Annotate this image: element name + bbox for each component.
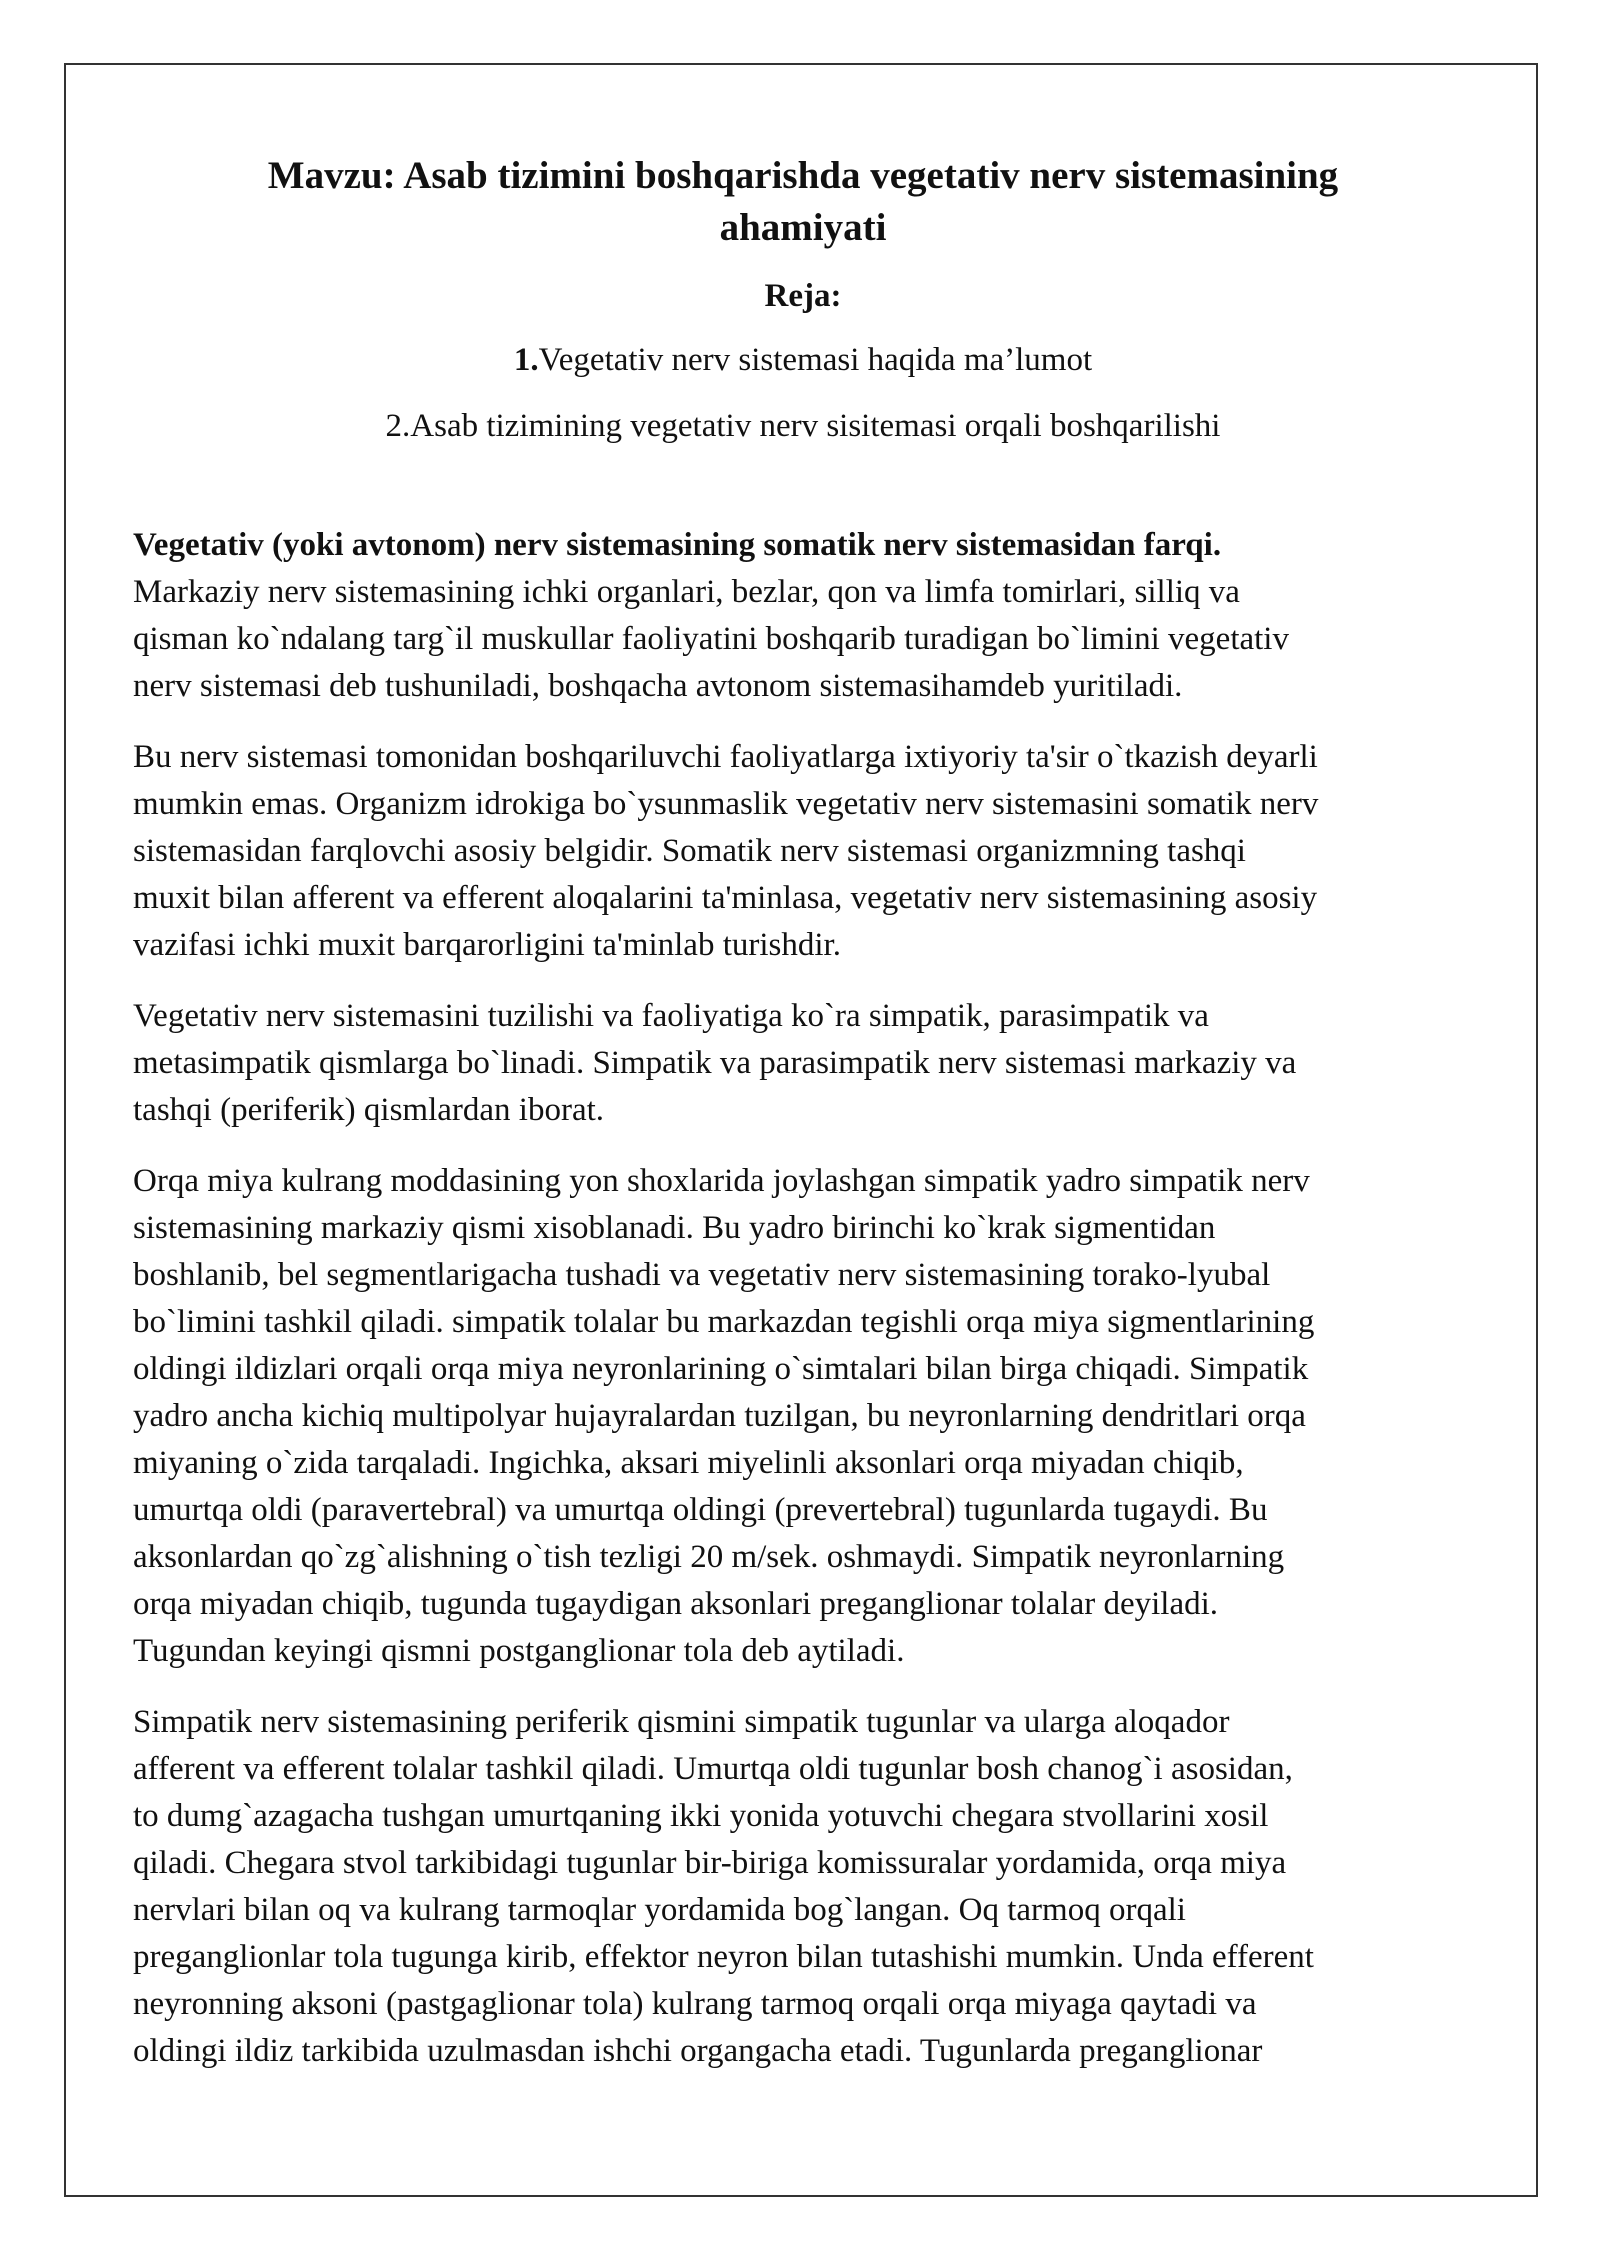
plan-item-number: 1. [513,342,539,378]
paragraph-line: to dumg`azagacha tushgan umurtqaning ikki yonida yotuvchi chegara stvollarini xosil [133,1798,1269,1834]
paragraph-line: qisman ko`ndalang targ`il muskullar faoliyatini boshqarib turadigan bo`limini vegetativ [133,621,1289,657]
paragraph-line: nervlari bilan oq va kulrang tarmoqlar yordamida bog`langan. Oq tarmoq orqali [133,1892,1186,1928]
plan-heading: Reja: [764,278,842,314]
paragraph-line: Markaziy nerv sistemasining ichki organlari, bezlar, qon va limfa tomirlari, silliq va [133,574,1240,610]
paragraph-line: yadro ancha kichiq multipolyar hujayralardan tuzilgan, bu neyronlarning dendritlari orqa [133,1398,1306,1434]
plan-item-1 [133,338,1473,382]
paragraph-line: afferent va efferent tolalar tashkil qiladi. Umurtqa oldi tugunlar bosh chanog`i asosidan, [133,1751,1293,1787]
paragraph-lead: Vegetativ (yoki avtonom) nerv sistemasining somatik nerv sistemasidan farqi. [133,527,1222,563]
paragraph-line: neyronning aksoni (pastgaglionar tola) kulrang tarmoq orqali orqa miyaga qaytadi va [133,1986,1257,2022]
paragraph-line: nerv sistemasi deb tushuniladi, boshqacha avtonom sistemasihamdeb yuritiladi. [133,668,1183,704]
plan-item-number: 2. [385,408,411,444]
document-title [203,150,1403,254]
title-line-1: Mavzu: Asab tizimini boshqarishda vegetativ nerv sistemasining [267,154,1339,197]
paragraph-5 [133,1699,1473,2075]
paragraph-line: Simpatik nerv sistemasining periferik qismini simpatik tugunlar va ularga aloqador [133,1704,1230,1740]
paragraph-line: aksonlardan qo`zg`alishning o`tish tezligi 20 m/sek. oshmaydi. Simpatik neyronlarning [133,1539,1285,1575]
plan-list [133,338,1473,448]
paragraph-line: qiladi. Chegara stvol tarkibidagi tugunlar bir-biriga komissuralar yordamida, orqa miya [133,1845,1287,1881]
document-content [133,150,1473,2099]
plan-item-2 [133,404,1473,448]
paragraph-2 [133,734,1473,969]
paragraph-line: metasimpatik qismlarga bo`linadi. Simpatik va parasimpatik nerv sistemasi markaziy va [133,1045,1297,1081]
paragraph-line: oldingi ildiz tarkibida uzulmasdan ishchi organgacha etadi. Tugunlarda preganglionar [133,2033,1263,2069]
plan-item-text: Asab tizimining vegetativ nerv sisitemasi orqali boshqarilishi [410,408,1221,444]
paragraph-3 [133,993,1473,1134]
plan-item-text: Vegetativ nerv sistemasi haqida ma’lumot [538,342,1093,378]
body-text [133,522,1473,2075]
title-line-2: ahamiyati [719,206,887,249]
paragraph-line: muxit bilan afferent va efferent aloqalarini ta'minlasa, vegetativ nerv sistemasining asosiy [133,880,1318,916]
paragraph-line: Orqa miya kulrang moddasining yon shoxlarida joylashgan simpatik yadro simpatik nerv [133,1163,1310,1199]
paragraph-line: tashqi (periferik) qismlardan iborat. [133,1092,605,1128]
paragraph-line: umurtqa oldi (paravertebral) va umurtqa oldingi (prevertebral) tugunlarda tugaydi. Bu [133,1492,1268,1528]
paragraph-line: Bu nerv sistemasi tomonidan boshqariluvchi faoliyatlarga ixtiyoriy ta'sir o`tkazish deyarli [133,739,1318,775]
paragraph-line: vazifasi ichki muxit barqarorligini ta'minlab turishdir. [133,927,841,963]
paragraph-line: oldingi ildizlari orqali orqa miya neyronlarining o`simtalari bilan birga chiqadi. Simpatik [133,1351,1309,1387]
paragraph-line: Tugundan keyingi qismni postganglionar tola deb aytiladi. [133,1633,905,1669]
paragraph-1 [133,522,1473,710]
paragraph-line: mumkin emas. Organizm idrokiga bo`ysunmaslik vegetativ nerv sistemasini somatik nerv [133,786,1319,822]
paragraph-4 [133,1158,1473,1675]
paragraph-line: bo`limini tashkil qiladi. simpatik tolalar bu markazdan tegishli orqa miya sigmentlarining [133,1304,1315,1340]
paragraph-line: sistemasidan farqlovchi asosiy belgidir. Somatik nerv sistemasi organizmning tashqi [133,833,1246,869]
paragraph-line: miyaning o`zida tarqaladi. Ingichka, aksari miyelinli aksonlari orqa miyadan chiqib, [133,1445,1244,1481]
paragraph-line: orqa miyadan chiqib, tugunda tugaydigan aksonlari preganglionar tolalar deyiladi. [133,1586,1219,1622]
paragraph-line: Vegetativ nerv sistemasini tuzilishi va faoliyatiga ko`ra simpatik, parasimpatik va [133,998,1209,1034]
paragraph-line: sistemasining markaziy qismi xisoblanadi. Bu yadro birinchi ko`krak sigmentidan [133,1210,1216,1246]
paragraph-line: preganglionlar tola tugunga kirib, effektor neyron bilan tutashishi mumkin. Unda efferent [133,1939,1314,1975]
paragraph-line: boshlanib, bel segmentlarigacha tushadi va vegetativ nerv sistemasining torako-lyubal [133,1257,1271,1293]
